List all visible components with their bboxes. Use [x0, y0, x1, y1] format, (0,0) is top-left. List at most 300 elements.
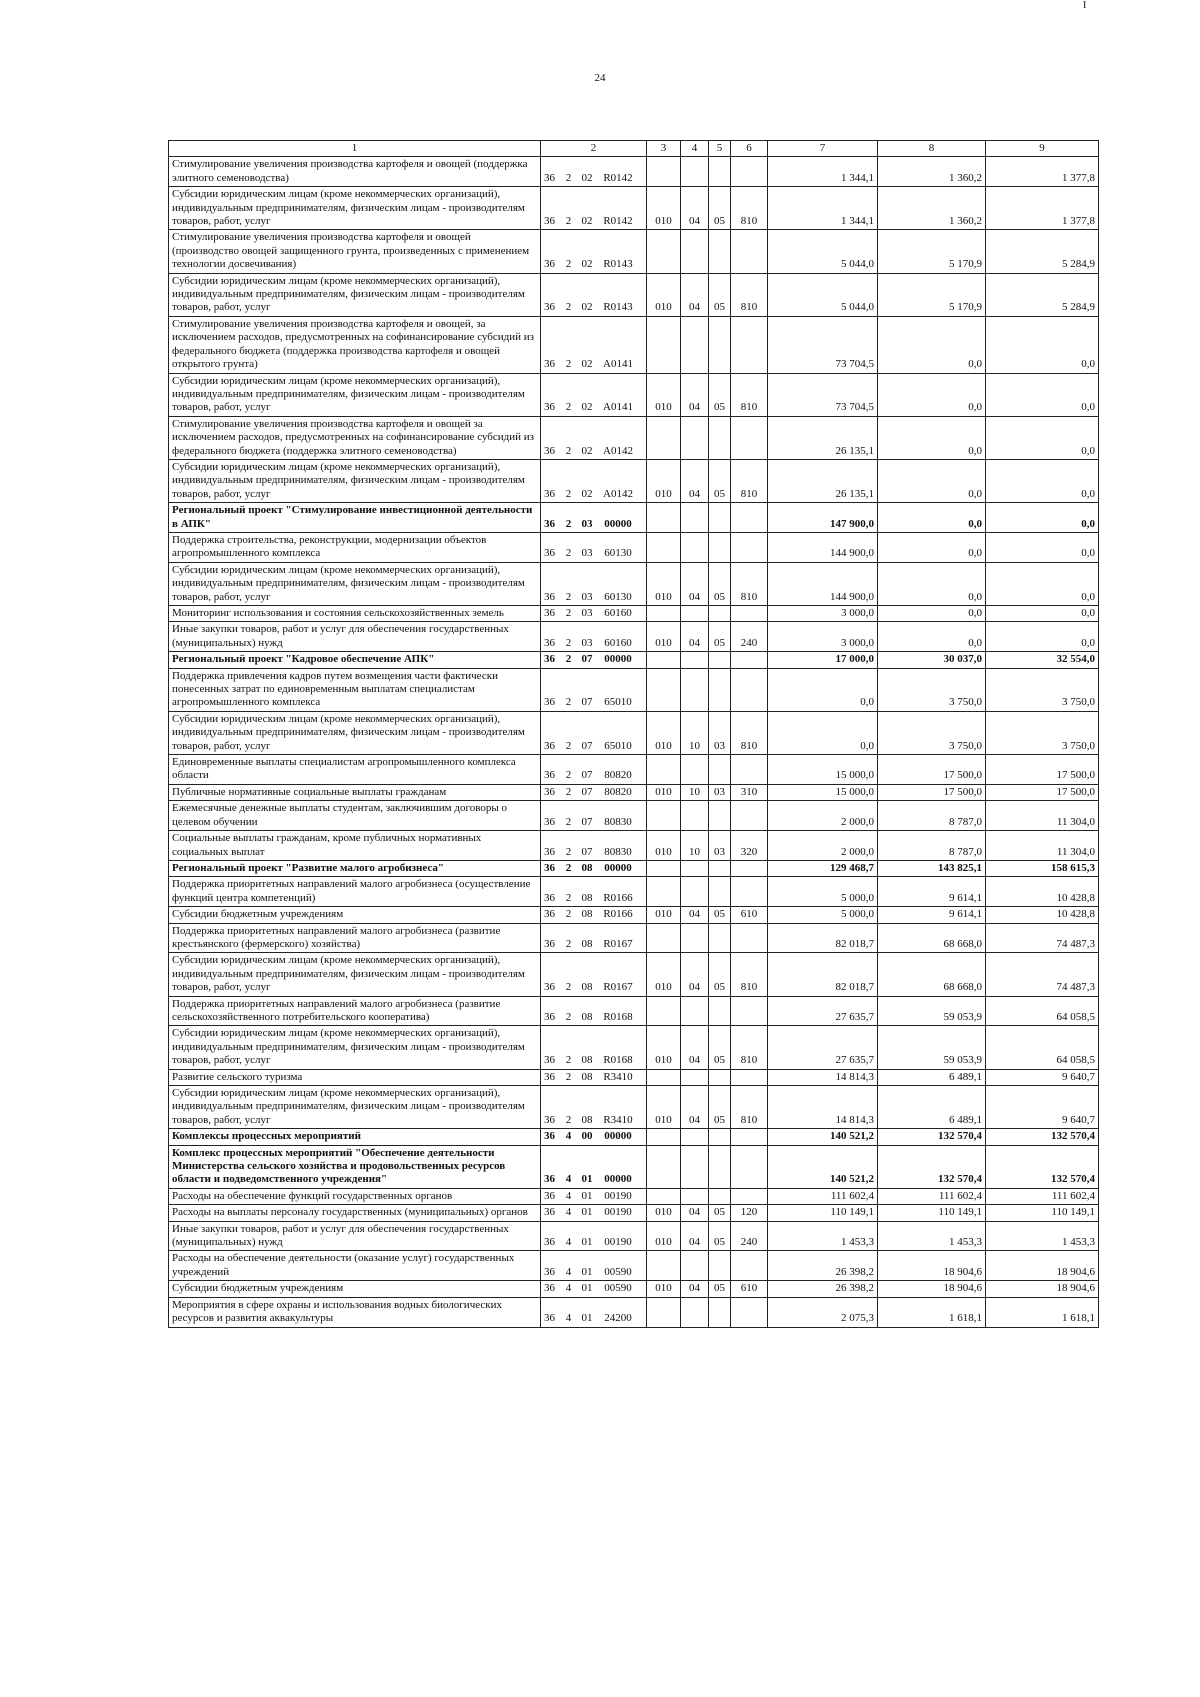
code-direction: R0167 [603, 981, 633, 994]
code-type: 2 [565, 301, 572, 314]
expense-type-code [731, 755, 768, 785]
expense-type-code [731, 157, 768, 187]
target-article-code [541, 1297, 647, 1327]
table-row [169, 373, 1099, 416]
header-cell: 5 [709, 141, 731, 157]
amount-col8: 110 149,1 [878, 1205, 986, 1221]
code-type: 2 [565, 891, 572, 904]
expense-type-code: 810 [731, 459, 768, 502]
amount-col8: 111 602,4 [878, 1188, 986, 1204]
code-subprogram: 07 [581, 785, 593, 798]
code-type: 2 [565, 981, 572, 994]
code-type: 2 [565, 1010, 572, 1023]
section-code [681, 230, 709, 273]
expense-type-code: 810 [731, 953, 768, 996]
amount-col7: 129 468,7 [768, 860, 878, 876]
ministry-code [647, 532, 681, 562]
section-code: 04 [681, 1026, 709, 1069]
section-code: 04 [681, 459, 709, 502]
amount-col7: 147 900,0 [768, 503, 878, 533]
table-row [169, 1221, 1099, 1251]
code-direction: 60130 [604, 590, 632, 603]
target-article-code [541, 668, 647, 711]
table-row [169, 784, 1099, 800]
corner-mark: I [1083, 0, 1087, 11]
amount-col8: 143 825,1 [878, 860, 986, 876]
target-article-code [541, 273, 647, 316]
amount-col8: 8 787,0 [878, 801, 986, 831]
row-name: Поддержка приоритетных направлений малого агробизнеса (осуществление функций центра компетенций) [169, 877, 541, 907]
section-code: 04 [681, 187, 709, 230]
subsection-code: 05 [709, 273, 731, 316]
amount-col9: 132 570,4 [986, 1145, 1099, 1188]
ministry-code [647, 1297, 681, 1327]
row-name: Иные закупки товаров, работ и услуг для обеспечения государственных (муниципальных) нужд [169, 622, 541, 652]
ministry-code [647, 1188, 681, 1204]
amount-col9: 18 904,6 [986, 1251, 1099, 1281]
amount-col9: 74 487,3 [986, 923, 1099, 953]
code-direction: R3410 [603, 1113, 633, 1126]
table-row [169, 877, 1099, 907]
row-name: Расходы на обеспечение деятельности (оказание услуг) государственных учреждений [169, 1251, 541, 1281]
section-code [681, 652, 709, 668]
code-type: 2 [565, 785, 572, 798]
section-code [681, 1188, 709, 1204]
amount-col9: 5 284,9 [986, 230, 1099, 273]
expense-type-code [731, 1188, 768, 1204]
table-row [169, 316, 1099, 373]
ministry-code [647, 1251, 681, 1281]
subsection-code [709, 1145, 731, 1188]
row-name: Субсидии бюджетным учреждениям [169, 1281, 541, 1297]
subsection-code [709, 230, 731, 273]
code-subprogram: 02 [581, 215, 593, 228]
section-code: 04 [681, 622, 709, 652]
expense-type-code [731, 1145, 768, 1188]
expense-type-code [731, 877, 768, 907]
code-direction: R0143 [603, 258, 633, 271]
code-subprogram: 08 [581, 1070, 593, 1083]
code-direction: 65010 [604, 739, 632, 752]
ministry-code: 010 [647, 831, 681, 861]
amount-col7: 5 000,0 [768, 907, 878, 923]
row-name: Мероприятия в сфере охраны и использования водных биологических ресурсов и развития аквакультуры [169, 1297, 541, 1327]
section-code: 04 [681, 1205, 709, 1221]
code-direction: 00000 [604, 861, 632, 874]
code-direction: 80820 [604, 785, 632, 798]
table-row [169, 157, 1099, 187]
amount-col7: 14 814,3 [768, 1069, 878, 1085]
code-subprogram: 07 [581, 653, 593, 666]
code-program: 36 [544, 1130, 555, 1143]
target-article-code [541, 1129, 647, 1145]
amount-col9: 9 640,7 [986, 1086, 1099, 1129]
amount-col8: 18 904,6 [878, 1281, 986, 1297]
ministry-code [647, 1145, 681, 1188]
section-code [681, 1297, 709, 1327]
subsection-code [709, 1069, 731, 1085]
code-program: 36 [544, 1265, 555, 1278]
target-article-code [541, 316, 647, 373]
header-row [169, 141, 1099, 157]
code-program: 36 [544, 487, 555, 500]
code-subprogram: 01 [581, 1265, 593, 1278]
subsection-code [709, 532, 731, 562]
target-article-code [541, 532, 647, 562]
code-program: 36 [544, 769, 555, 782]
expense-type-code [731, 996, 768, 1026]
section-code: 04 [681, 953, 709, 996]
code-direction: 65010 [604, 696, 632, 709]
code-type: 2 [565, 937, 572, 950]
amount-col8: 17 500,0 [878, 755, 986, 785]
subsection-code [709, 877, 731, 907]
table-row [169, 907, 1099, 923]
ministry-code [647, 996, 681, 1026]
ministry-code [647, 668, 681, 711]
code-type: 2 [565, 215, 572, 228]
expense-type-code [731, 1069, 768, 1085]
ministry-code: 010 [647, 373, 681, 416]
target-article-code [541, 923, 647, 953]
ministry-code: 010 [647, 711, 681, 754]
section-code [681, 316, 709, 373]
target-article-code [541, 1205, 647, 1221]
row-name: Субсидии юридическим лицам (кроме некоммерческих организаций), индивидуальным предпринимателям, физическим лицам - производителям товаров, работ, услуг [169, 1026, 541, 1069]
target-article-code [541, 373, 647, 416]
code-subprogram: 01 [581, 1312, 593, 1325]
row-name: Социальные выплаты гражданам, кроме публичных нормативных социальных выплат [169, 831, 541, 861]
section-code [681, 1251, 709, 1281]
code-direction: 00590 [604, 1282, 632, 1295]
section-code [681, 532, 709, 562]
amount-col9: 1 618,1 [986, 1297, 1099, 1327]
amount-col8: 8 787,0 [878, 831, 986, 861]
code-type: 2 [565, 636, 572, 649]
row-name: Ежемесячные денежные выплаты студентам, заключившим договоры о целевом обучении [169, 801, 541, 831]
code-subprogram: 08 [581, 908, 593, 921]
code-subprogram: 01 [581, 1282, 593, 1295]
section-code: 04 [681, 1086, 709, 1129]
amount-col7: 5 000,0 [768, 877, 878, 907]
amount-col7: 1 453,3 [768, 1221, 878, 1251]
table-row [169, 1281, 1099, 1297]
amount-col8: 0,0 [878, 459, 986, 502]
ministry-code: 010 [647, 1205, 681, 1221]
target-article-code [541, 652, 647, 668]
table-row [169, 1205, 1099, 1221]
target-article-code [541, 187, 647, 230]
subsection-code [709, 1297, 731, 1327]
subsection-code: 05 [709, 373, 731, 416]
expense-type-code: 240 [731, 622, 768, 652]
subsection-code [709, 1251, 731, 1281]
code-program: 36 [544, 358, 555, 371]
amount-col9: 11 304,0 [986, 801, 1099, 831]
code-program: 36 [544, 696, 555, 709]
code-subprogram: 07 [581, 815, 593, 828]
table-row [169, 923, 1099, 953]
code-program: 36 [544, 845, 555, 858]
code-program: 36 [544, 1312, 555, 1325]
code-direction: 00000 [604, 517, 632, 530]
amount-col8: 9 614,1 [878, 877, 986, 907]
amount-col8: 6 489,1 [878, 1086, 986, 1129]
amount-col8: 18 904,6 [878, 1251, 986, 1281]
code-subprogram: 01 [581, 1189, 593, 1202]
amount-col9: 3 750,0 [986, 668, 1099, 711]
row-name: Субсидии юридическим лицам (кроме некоммерческих организаций), индивидуальным предпринимателям, физическим лицам - производителям товаров, работ, услуг [169, 1086, 541, 1129]
subsection-code [709, 1188, 731, 1204]
amount-col8: 0,0 [878, 416, 986, 459]
target-article-code [541, 1026, 647, 1069]
header-cell: 6 [731, 141, 768, 157]
code-subprogram: 08 [581, 891, 593, 904]
code-direction: 24200 [604, 1312, 632, 1325]
amount-col9: 110 149,1 [986, 1205, 1099, 1221]
target-article-code [541, 562, 647, 605]
code-direction: 00000 [604, 653, 632, 666]
code-direction: 00190 [604, 1236, 632, 1249]
code-program: 36 [544, 1070, 555, 1083]
header-cell: 2 [541, 141, 647, 157]
amount-col8: 68 668,0 [878, 923, 986, 953]
code-direction: 00590 [604, 1265, 632, 1278]
code-type: 2 [565, 487, 572, 500]
subsection-code: 05 [709, 1026, 731, 1069]
amount-col7: 3 000,0 [768, 606, 878, 622]
amount-col9: 74 487,3 [986, 953, 1099, 996]
ministry-code: 010 [647, 907, 681, 923]
expense-type-code [731, 801, 768, 831]
code-direction: 00000 [604, 1130, 632, 1143]
code-subprogram: 02 [581, 258, 593, 271]
amount-col7: 15 000,0 [768, 784, 878, 800]
amount-col9: 0,0 [986, 373, 1099, 416]
amount-col7: 3 000,0 [768, 622, 878, 652]
code-direction: R0167 [603, 937, 633, 950]
section-code [681, 1069, 709, 1085]
code-type: 2 [565, 861, 572, 874]
row-name: Расходы на выплаты персоналу государственных (муниципальных) органов [169, 1205, 541, 1221]
amount-col8: 6 489,1 [878, 1069, 986, 1085]
amount-col8: 132 570,4 [878, 1129, 986, 1145]
target-article-code [541, 877, 647, 907]
section-code [681, 755, 709, 785]
amount-col8: 68 668,0 [878, 953, 986, 996]
target-article-code [541, 1251, 647, 1281]
target-article-code [541, 1069, 647, 1085]
header-cell: 4 [681, 141, 709, 157]
code-type: 4 [565, 1312, 572, 1325]
amount-col7: 14 814,3 [768, 1086, 878, 1129]
row-name: Поддержка приоритетных направлений малого агробизнеса (развитие сельскохозяйственного потребительского кооператива) [169, 996, 541, 1026]
row-name: Стимулирование увеличения производства картофеля и овощей (производство овощей защищенного грунта, произведенных с применением технологии досвечивания) [169, 230, 541, 273]
amount-col7: 82 018,7 [768, 923, 878, 953]
code-subprogram: 08 [581, 1054, 593, 1067]
amount-col7: 0,0 [768, 711, 878, 754]
code-program: 36 [544, 590, 555, 603]
section-code: 04 [681, 373, 709, 416]
amount-col8: 5 170,9 [878, 273, 986, 316]
code-program: 36 [544, 636, 555, 649]
code-subprogram: 02 [581, 487, 593, 500]
amount-col9: 0,0 [986, 503, 1099, 533]
target-article-code [541, 784, 647, 800]
code-program: 36 [544, 517, 555, 530]
subsection-code: 05 [709, 1205, 731, 1221]
ministry-code [647, 503, 681, 533]
expense-type-code: 610 [731, 1281, 768, 1297]
code-subprogram: 02 [581, 358, 593, 371]
amount-col8: 3 750,0 [878, 668, 986, 711]
row-name: Комплекс процессных мероприятий "Обеспечение деятельности Министерства сельского хозяйства и продовольственных ресурсов области и подведомственного учреждения" [169, 1145, 541, 1188]
header-cell: 8 [878, 141, 986, 157]
amount-col7: 26 398,2 [768, 1251, 878, 1281]
section-code: 10 [681, 784, 709, 800]
amount-col8: 1 618,1 [878, 1297, 986, 1327]
target-article-code [541, 503, 647, 533]
table-row [169, 953, 1099, 996]
code-program: 36 [544, 861, 555, 874]
section-code [681, 923, 709, 953]
table-row [169, 996, 1099, 1026]
expense-type-code: 810 [731, 1026, 768, 1069]
section-code: 04 [681, 562, 709, 605]
row-name: Публичные нормативные социальные выплаты гражданам [169, 784, 541, 800]
subsection-code [709, 157, 731, 187]
code-program: 36 [544, 1113, 555, 1126]
expense-type-code [731, 316, 768, 373]
code-type: 2 [565, 517, 572, 530]
expense-type-code [731, 652, 768, 668]
amount-col8: 0,0 [878, 503, 986, 533]
target-article-code [541, 996, 647, 1026]
code-direction: R0143 [603, 301, 633, 314]
subsection-code [709, 755, 731, 785]
code-subprogram: 03 [581, 547, 593, 560]
amount-col7: 2 000,0 [768, 831, 878, 861]
section-code [681, 1145, 709, 1188]
code-program: 36 [544, 258, 555, 271]
code-subprogram: 03 [581, 636, 593, 649]
amount-col7: 1 344,1 [768, 157, 878, 187]
ministry-code: 010 [647, 562, 681, 605]
section-code [681, 416, 709, 459]
target-article-code [541, 622, 647, 652]
code-subprogram: 01 [581, 1206, 593, 1219]
code-direction: R3410 [603, 1070, 633, 1083]
table-row [169, 606, 1099, 622]
expense-type-code: 240 [731, 1221, 768, 1251]
expense-type-code: 810 [731, 187, 768, 230]
table-row [169, 230, 1099, 273]
row-name: Поддержка строительства, реконструкции, модернизации объектов агропромышленного комплекса [169, 532, 541, 562]
code-type: 2 [565, 1054, 572, 1067]
code-direction: 00000 [604, 1173, 632, 1186]
amount-col7: 26 135,1 [768, 416, 878, 459]
code-direction: R0166 [603, 891, 633, 904]
code-subprogram: 01 [581, 1173, 593, 1186]
expense-type-code: 120 [731, 1205, 768, 1221]
code-program: 36 [544, 1054, 555, 1067]
table-row [169, 273, 1099, 316]
amount-col7: 73 704,5 [768, 373, 878, 416]
table-row [169, 801, 1099, 831]
amount-col9: 9 640,7 [986, 1069, 1099, 1085]
expense-type-code: 810 [731, 373, 768, 416]
expense-type-code [731, 668, 768, 711]
ministry-code [647, 416, 681, 459]
subsection-code: 05 [709, 622, 731, 652]
amount-col7: 5 044,0 [768, 273, 878, 316]
table-row [169, 1026, 1099, 1069]
ministry-code [647, 1129, 681, 1145]
subsection-code: 05 [709, 562, 731, 605]
target-article-code [541, 1145, 647, 1188]
code-program: 36 [544, 785, 555, 798]
table-row [169, 459, 1099, 502]
amount-col8: 1 360,2 [878, 187, 986, 230]
subsection-code: 05 [709, 187, 731, 230]
expense-type-code [731, 532, 768, 562]
ministry-code: 010 [647, 1026, 681, 1069]
amount-col7: 144 900,0 [768, 532, 878, 562]
amount-col7: 27 635,7 [768, 996, 878, 1026]
amount-col8: 0,0 [878, 622, 986, 652]
expense-type-code: 810 [731, 273, 768, 316]
code-direction: 60130 [604, 547, 632, 560]
ministry-code [647, 755, 681, 785]
row-name: Региональный проект "Кадровое обеспечение АПК" [169, 652, 541, 668]
section-code: 10 [681, 711, 709, 754]
amount-col7: 73 704,5 [768, 316, 878, 373]
code-type: 2 [565, 815, 572, 828]
row-name: Субсидии юридическим лицам (кроме некоммерческих организаций), индивидуальным предпринимателям, физическим лицам - производителям товаров, работ, услуг [169, 273, 541, 316]
table-row [169, 831, 1099, 861]
table-row [169, 1145, 1099, 1188]
row-name: Субсидии юридическим лицам (кроме некоммерческих организаций), индивидуальным предпринимателям, физическим лицам - производителям товаров, работ, услуг [169, 187, 541, 230]
subsection-code [709, 652, 731, 668]
row-name: Мониторинг использования и состояния сельскохозяйственных земель [169, 606, 541, 622]
code-program: 36 [544, 1189, 555, 1202]
table-row [169, 860, 1099, 876]
amount-col9: 1 377,8 [986, 157, 1099, 187]
section-code: 04 [681, 1221, 709, 1251]
code-type: 2 [565, 258, 572, 271]
target-article-code [541, 416, 647, 459]
code-type: 4 [565, 1282, 572, 1295]
table-row [169, 1297, 1099, 1327]
target-article-code [541, 711, 647, 754]
code-type: 4 [565, 1206, 572, 1219]
table-row [169, 562, 1099, 605]
code-type: 4 [565, 1265, 572, 1278]
amount-col7: 111 602,4 [768, 1188, 878, 1204]
code-program: 36 [544, 1206, 555, 1219]
amount-col9: 1 453,3 [986, 1221, 1099, 1251]
expense-type-code [731, 503, 768, 533]
code-program: 36 [544, 981, 555, 994]
target-article-code [541, 230, 647, 273]
section-code [681, 606, 709, 622]
target-article-code [541, 831, 647, 861]
code-program: 36 [544, 653, 555, 666]
code-direction: R0142 [603, 171, 633, 184]
code-program: 36 [544, 891, 555, 904]
table-row [169, 711, 1099, 754]
ministry-code: 010 [647, 1221, 681, 1251]
